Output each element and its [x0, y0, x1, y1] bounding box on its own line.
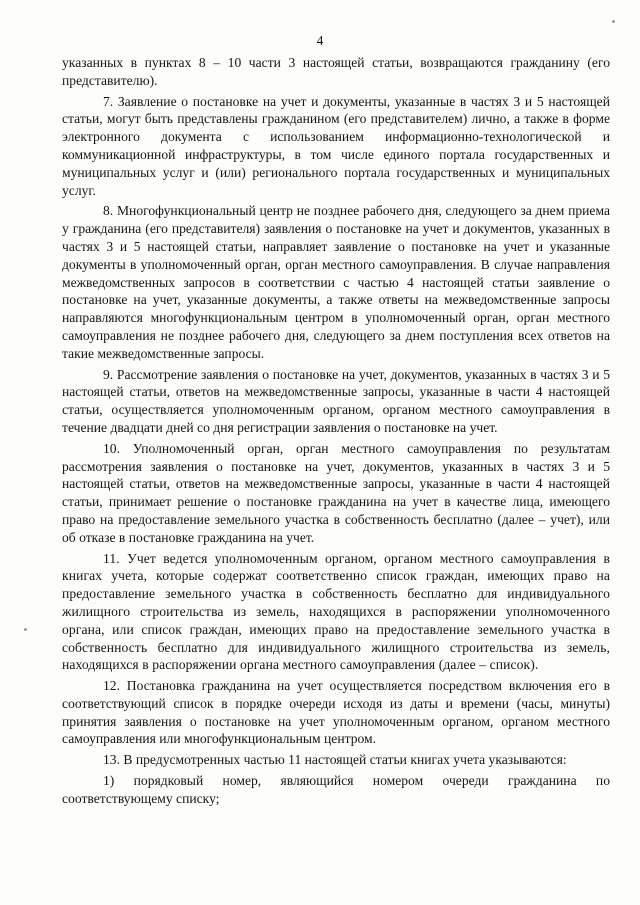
paragraph-continuation: указанных в пунктах 8 – 10 части 3 настоящей статьи, возвращаются гражданину (его представителю). [62, 55, 610, 88]
document-body [62, 54, 610, 811]
paragraph-13: 13. В предусмотренных частью 11 настоящей статьи книгах учета указываются: [103, 752, 567, 768]
paragraph-8: 8. Многофункциональный центр не позднее рабочего дня, следующего за днем приема у гражданина (его представителя) заявления о постановке на учет и документов, указанных в частях 3 и 5 настоящей статьи, направляет заявление о постановке на учет и указанные документы в уполномоченный орган, орган местного самоуправления. В случае направления межведомственных запросов в соответствии с частью 4 настоящей статьи заявление о постановке на учет, указанные документы, а также ответы на межведомственные запросы направляются многофункциональным центром в уполномоченный орган, орган местного самоуправления не позднее рабочего дня, следующего за днем поступления всех ответов на такие межведомственные запросы. [62, 203, 610, 361]
paragraph-9: 9. Рассмотрение заявления о постановке на учет, документов, указанных в частях 3 и 5 настоящей статьи, ответов на межведомственные запросы, указанные в части 4 настоящей статьи, осуществляется уполномоченным органом, органом местного самоуправления в течение двадцати дней со дня регистрации заявления о постановке на учет. [62, 366, 610, 435]
paragraph-7: 7. Заявление о постановке на учет и документы, указанные в частях 3 и 5 настоящей статьи, могут быть представлены гражданином (его представителем) лично, а также в форме электронного документа с использованием информационно-технологической и коммуникационной инфраструктуры, в том числе единого портала государственных и муниципальных услуг и (или) регионального портала государственных и муниципальных услуг. [62, 93, 610, 198]
scan-speck [612, 20, 615, 23]
paragraph-12: 12. Постановка гражданина на учет осуществляется посредством включения его в соответствующий список в порядке очереди исходя из даты и времени (часы, минуты) принятия заявления о постановке на учет уполномоченным органом, органом местного самоуправления или многофункциональным центром. [62, 678, 610, 747]
scan-speck [24, 628, 27, 631]
page-number: 4 [316, 33, 324, 48]
list-item-1: 1) порядковый номер, являющийся номером очереди гражданина по соответствующему списку; [62, 773, 610, 806]
paragraph-11: 11. Учет ведется уполномоченным органом, органом местного самоуправления в книгах учета, которые содержат соответственно список граждан, имеющих право на предоставление земельного участка в собственность бесплатно для индивидуального жилищного строительства из земель, находящихся в распоряжении уполномоченного органа, или список граждан, имеющих право на предоставление земельного участка в собственность бесплатно для индивидуального жилищного строительства из земель, находящихся в распоряжении органа местного самоуправления (далее – список). [62, 550, 610, 673]
paragraph-10: 10. Уполномоченный орган, орган местного самоуправления по результатам рассмотрения заявления о постановке на учет, документов, указанных в частях 3 и 5 настоящей статьи, ответов на межведомственные запросы, указанные в части 4 настоящей статьи, принимает решение о постановке гражданина на учет в качестве лица, имеющего право на предоставление земельного участка в собственность бесплатно (далее – учет), или об отказе в постановке гражданина на учет. [62, 440, 610, 545]
